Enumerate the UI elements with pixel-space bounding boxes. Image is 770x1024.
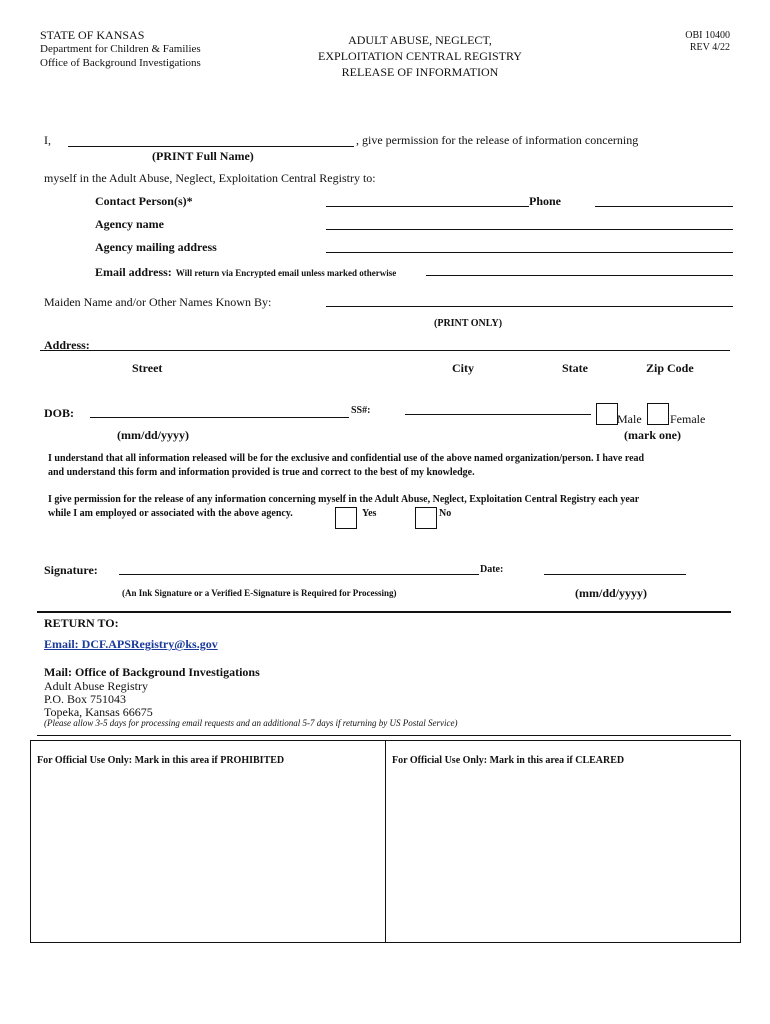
mail-line1: Adult Abuse Registry xyxy=(44,679,148,693)
date-field[interactable] xyxy=(544,574,686,575)
agency-state: STATE OF KANSAS xyxy=(40,28,145,42)
dob-label: DOB: xyxy=(44,406,74,420)
agency-name-label: Agency name xyxy=(95,217,164,231)
contact-person-label: Contact Person(s)* xyxy=(95,194,193,208)
phone-field[interactable] xyxy=(595,206,733,207)
female-checkbox[interactable] xyxy=(647,403,669,425)
zip-caption: Zip Code xyxy=(646,361,694,375)
maiden-name-label: Maiden Name and/or Other Names Known By: xyxy=(44,295,272,309)
permission-continuation: myself in the Adult Abuse, Neglect, Exploitation Central Registry to: xyxy=(44,171,376,185)
male-checkbox[interactable] xyxy=(596,403,618,425)
official-cleared-area[interactable] xyxy=(385,740,741,943)
full-name-caption: (PRINT Full Name) xyxy=(152,149,254,163)
yes-label: Yes xyxy=(362,508,377,519)
email-label-group xyxy=(95,263,396,281)
state-caption: State xyxy=(562,361,588,375)
email-label: Email address: xyxy=(95,265,172,279)
agency-department: Department for Children & Families xyxy=(40,43,201,55)
form-title-line3: RELEASE OF INFORMATION xyxy=(341,65,499,79)
mail-line3: Topeka, Kansas 66675 xyxy=(44,705,153,719)
signature-field[interactable] xyxy=(119,574,479,575)
agency-address-field[interactable] xyxy=(326,252,733,253)
yearly-statement-line2: while I am employed or associated with the above agency. xyxy=(48,508,293,519)
form-revision: REV 4/22 xyxy=(689,42,730,53)
official-cleared-label: For Official Use Only: Mark in this area if CLEARED xyxy=(392,755,625,766)
address-field[interactable] xyxy=(40,350,730,351)
mail-heading: Mail: Office of Background Investigations xyxy=(44,665,260,679)
understand-statement-line2: and understand this form and information provided is true and correct to the best of my knowledge. xyxy=(48,467,475,478)
no-label: No xyxy=(439,508,452,519)
form-title-line2: EXPLOITATION CENTRAL REGISTRY xyxy=(318,49,522,63)
yes-checkbox[interactable] xyxy=(335,507,357,529)
section-divider xyxy=(37,611,731,613)
male-label: Male xyxy=(617,412,642,426)
no-checkbox[interactable] xyxy=(415,507,437,529)
maiden-name-caption: (PRINT ONLY) xyxy=(434,318,503,329)
yearly-statement-line1: I give permission for the release of any information concerning myself in the Adult Abuse, Neglect, Exploitation Central Registry each year xyxy=(48,494,640,505)
permission-suffix: , give permission for the release of information concerning xyxy=(356,133,639,147)
contact-person-field[interactable] xyxy=(326,206,529,207)
official-prohibited-area[interactable] xyxy=(30,740,386,943)
understand-statement-line1: I understand that all information released will be for the exclusive and confidential use of the above named organization/person. I have read xyxy=(48,453,645,464)
permission-prefix: I, xyxy=(44,133,51,147)
date-label: Date: xyxy=(480,564,504,575)
address-label: Address: xyxy=(44,338,90,352)
ss-field[interactable] xyxy=(405,414,591,415)
phone-label: Phone xyxy=(529,194,562,208)
form-title-line1: ADULT ABUSE, NEGLECT, xyxy=(348,33,492,47)
dob-field[interactable] xyxy=(90,417,349,418)
agency-office: Office of Background Investigations xyxy=(40,57,201,69)
full-name-field[interactable] xyxy=(68,146,354,147)
street-caption: Street xyxy=(132,361,163,375)
signature-label: Signature: xyxy=(44,563,98,577)
date-caption: (mm/dd/yyyy) xyxy=(575,586,647,600)
agency-address-label: Agency mailing address xyxy=(95,240,217,254)
dob-caption: (mm/dd/yyyy) xyxy=(117,428,189,442)
email-note: Will return via Encrypted email unless marked otherwise xyxy=(175,268,397,278)
gender-caption: (mark one) xyxy=(624,428,681,442)
return-email-link[interactable]: Email: DCF.APSRegistry@ks.gov xyxy=(44,637,218,651)
mail-line2: P.O. Box 751043 xyxy=(44,692,127,706)
official-divider xyxy=(37,735,731,736)
female-label: Female xyxy=(670,412,706,426)
official-prohibited-label: For Official Use Only: Mark in this area if PROHIBITED xyxy=(37,755,285,766)
signature-note: (An Ink Signature or a Verified E-Signature is Required for Processing) xyxy=(122,588,397,598)
return-to-heading: RETURN TO: xyxy=(44,616,119,630)
ss-label: SS#: xyxy=(351,405,371,416)
form-number: OBI 10400 xyxy=(685,30,730,41)
maiden-name-field[interactable] xyxy=(326,306,733,307)
email-field[interactable] xyxy=(426,275,733,276)
agency-name-field[interactable] xyxy=(326,229,733,230)
processing-note: (Please allow 3-5 days for processing email requests and an additional 5-7 days if returning by US Postal Service) xyxy=(44,718,458,728)
city-caption: City xyxy=(452,361,474,375)
